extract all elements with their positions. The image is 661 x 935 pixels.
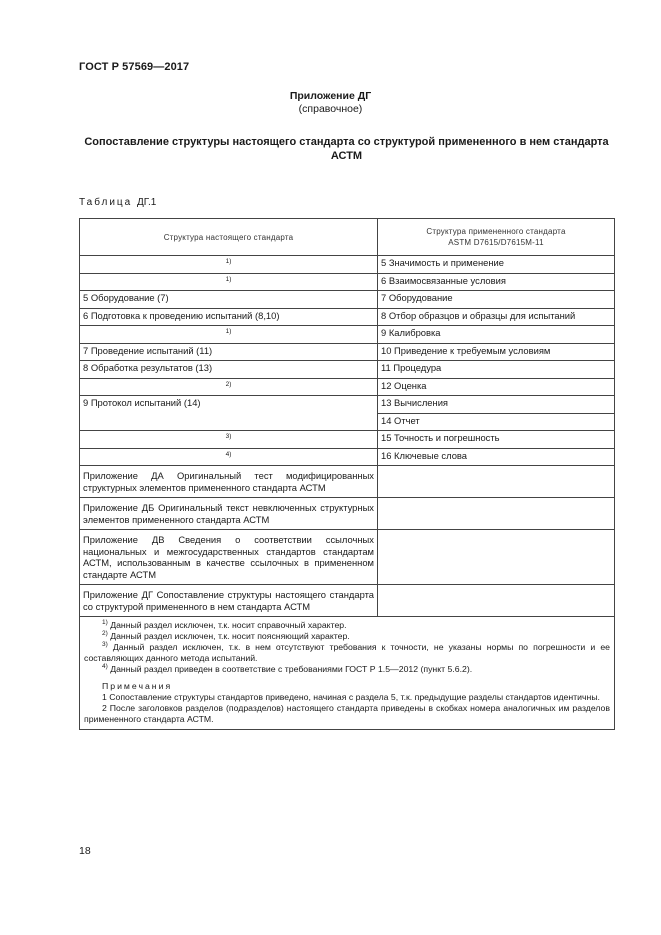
table-row [80,378,615,396]
appendix-dg-cell: Приложение ДГ Сопоставление структуры настоящего стандарта со структурой примененного в нем стандарта АСТМ [80,585,378,617]
header-right-line-2: ASTM D7615/D7615M-11 [448,238,544,247]
footnote-mark: 3) [225,433,232,440]
footnote-mark: 3) [102,641,108,648]
footnote-text: Данный раздел исключен, т.к. носит поясняющий характер. [110,631,350,641]
appendix-title: Приложение ДГ [289,90,372,102]
row-left-cell [80,273,378,291]
footnote-line [84,631,610,642]
main-title: Сопоставление структуры настоящего стандарта со структурой примененного в нем стандарта АСТМ [84,136,609,162]
footnote-mark: 2) [102,630,108,637]
appendix-dv-cell: Приложение ДВ Сведения о соответствии ссылочных национальных и межгосударственных стандартов стандартам АСТМ, использованным в качестве ссылочных в примененном стандарте АСТМ [80,530,378,585]
appendix-dv-right-cell [378,530,615,585]
row-right-cell: 13 Вычисления [378,396,615,414]
comparison-table [79,218,615,730]
row-left-text: 9 Протокол испытаний (14) [83,397,201,408]
row-right-cell: 7 Оборудование [378,291,615,309]
table-row [80,308,615,326]
table-row-appendix [80,466,615,498]
table-header-row [80,219,615,256]
row-left-cell [80,291,378,309]
row-left-cell [80,378,378,396]
appendix-da-cell: Приложение ДА Оригинальный тест модифицированных структурных элементов примененного стандарта АСТМ [80,466,378,498]
row-right-cell: 12 Оценка [378,378,615,396]
header-right-cell [378,219,615,256]
row-left-cell [80,343,378,361]
appendix-subtitle: (справочное) [298,103,363,115]
row-right-cell: 8 Отбор образцов и образцы для испытаний [378,308,615,326]
row-right-cell: 9 Калибровка [378,326,615,344]
notes-cell [80,617,615,730]
appendix-da-right-cell [378,466,615,498]
footnote-text: Данный раздел исключен, т.к. носит справочный характер. [110,620,347,630]
row-left-cell [80,396,378,431]
note-line: 2 После заголовков разделов (подразделов) настоящего стандарта приведены в скобках номера аналогичных им разделов примененного стандарта АСТМ. [84,703,610,724]
appendix-heading [0,90,661,116]
table-row [80,361,615,379]
appendix-db-cell: Приложение ДБ Оригинальный текст невключенных структурных элементов примененного стандарта АСТМ [80,498,378,530]
row-left-cell [80,448,378,466]
table-caption [79,197,156,208]
row-left-text: 5 Оборудование (7) [83,292,169,303]
table-notes-row [80,617,615,730]
table-row-appendix [80,585,615,617]
footnote-line [84,642,610,664]
row-left-cell [80,361,378,379]
page-number: 18 [79,845,91,857]
footnote-text: Данный раздел исключен, т.к. в нем отсутствуют требования к точности, не указаны нормы по погрешности и ее составляющих данного метода испытаний. [84,642,610,663]
row-left-text: 8 Обработка результатов (13) [83,362,213,373]
standard-header: ГОСТ Р 57569—2017 [79,61,190,73]
footnote-line [84,620,610,631]
footnote-mark: 1) [225,328,232,335]
footnote-mark: 4) [102,663,108,670]
row-right-cell: 6 Взаимосвязанные условия [378,273,615,291]
table-row-appendix [80,530,615,585]
table-row [80,396,615,414]
table-row [80,448,615,466]
table-row [80,273,615,291]
table-row [80,431,615,449]
row-right-cell: 10 Приведение к требуемым условиям [378,343,615,361]
footnote-text: Данный раздел приведен в соответствие с требованиями ГОСТ Р 1.5—2012 (пункт 5.6.2). [110,664,473,674]
note-line: 1 Сопоставление структуры стандартов приведено, начиная с раздела 5, т.к. предыдущие разделы стандартов идентичны. [102,692,600,702]
header-left-cell: Структура настоящего стандарта [80,219,378,256]
row-left-cell [80,326,378,344]
appendix-db-right-cell [378,498,615,530]
table-caption-number: ДГ.1 [137,197,157,208]
table-row-appendix [80,498,615,530]
row-right-cell: 16 Ключевые слова [378,448,615,466]
footnote-mark: 1) [225,275,232,283]
header-right-line-1: Структура примененного стандарта [426,227,566,236]
row-left-cell [80,308,378,326]
row-right-cell: 15 Точность и погрешность [378,431,615,449]
footnote-mark: 2) [225,380,232,388]
row-left-cell [80,256,378,274]
appendix-dg-right-cell [378,585,615,617]
footnote-line [84,664,610,675]
row-right-cell: 14 Отчет [378,413,615,431]
row-left-text: 7 Проведение испытаний (11) [83,344,213,356]
table-row [80,343,615,361]
notes-heading: Примечания [102,681,173,691]
row-left-text: 6 Подготовка к проведению испытаний (8,10) [83,309,280,321]
footnote-mark: 1) [225,258,232,265]
row-right-cell: 11 Процедура [378,361,615,379]
table-row [80,291,615,309]
table-row [80,326,615,344]
row-left-cell [80,431,378,449]
footnote-mark: 1) [102,619,108,626]
table-caption-prefix: Таблица [79,197,133,208]
row-right-cell: 5 Значимость и применение [378,256,615,274]
table-row [80,256,615,274]
footnote-mark: 4) [225,450,232,458]
